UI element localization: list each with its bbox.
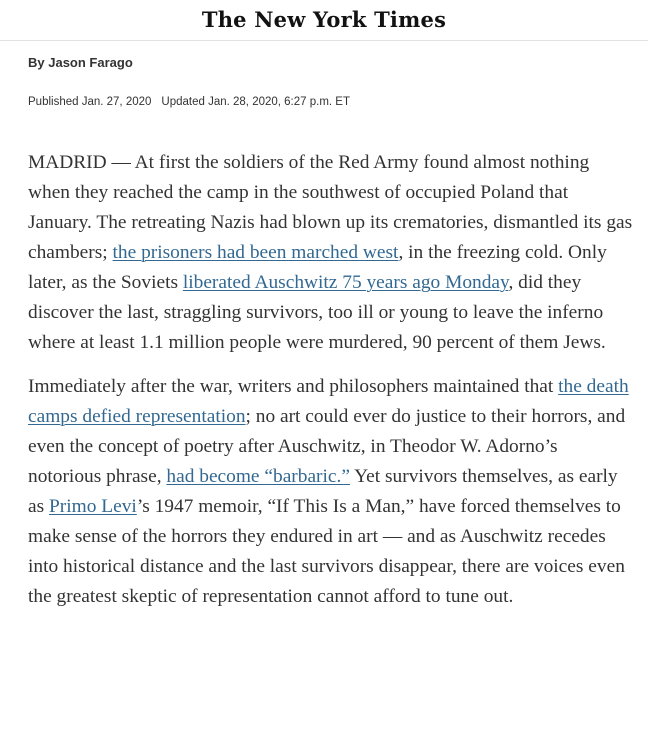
link-had-become-barbaric[interactable]: had become “barbaric.” [166,466,350,487]
updated-date: Updated Jan. 28, 2020, 6:27 p.m. ET [161,96,350,108]
paragraph-text: Yet survivors themselves, as early as [28,466,618,517]
paragraph-text: , did they discover the last, straggling survivors, too ill or young to leave the inferno where at least 1.1 million people were murdered, 90 percent of them Jews. [28,272,606,353]
article-body [28,148,633,626]
link-primo-levi[interactable]: Primo Levi [49,496,137,517]
paragraph-1 [28,148,633,358]
paragraph-text: , in the freezing cold. Only later, as the Soviets [28,242,607,293]
link-prisoners-marched-west[interactable]: the prisoners had been marched west [112,242,399,263]
paragraph-2 [28,372,633,612]
link-liberated-auschwitz[interactable]: liberated Auschwitz 75 years ago Monday [182,272,509,293]
masthead [0,0,648,41]
paragraph-text: ’s 1947 memoir, “If This Is a Man,” have forced themselves to make sense of the horrors they endured in art — and as Auschwitz recedes into historical distance and the last survivors disappear, there are voices even the greatest skeptic of representation cannot afford to tune out. [28,496,625,607]
byline[interactable]: By Jason Farago [28,55,133,70]
link-death-camps-representation[interactable]: the death camps defied representation [28,376,629,427]
published-date: Published Jan. 27, 2020 [28,96,152,108]
dateline [28,96,350,108]
paragraph-text: MADRID — At first the soldiers of the Red Army found almost nothing when they reached the camp in the southwest of occupied Poland that January. The retreating Nazis had blown up its crematories, dismantled its gas chambers; [28,152,633,263]
nyt-logo[interactable]: The New York Times [201,6,447,32]
paragraph-text: Immediately after the war, writers and philosophers maintained that [28,376,559,397]
paragraph-text: ; no art could ever do justice to their horrors, and even the concept of poetry after Auschwitz, in Theodor W. Adorno’s notorious phrase, [28,406,626,487]
